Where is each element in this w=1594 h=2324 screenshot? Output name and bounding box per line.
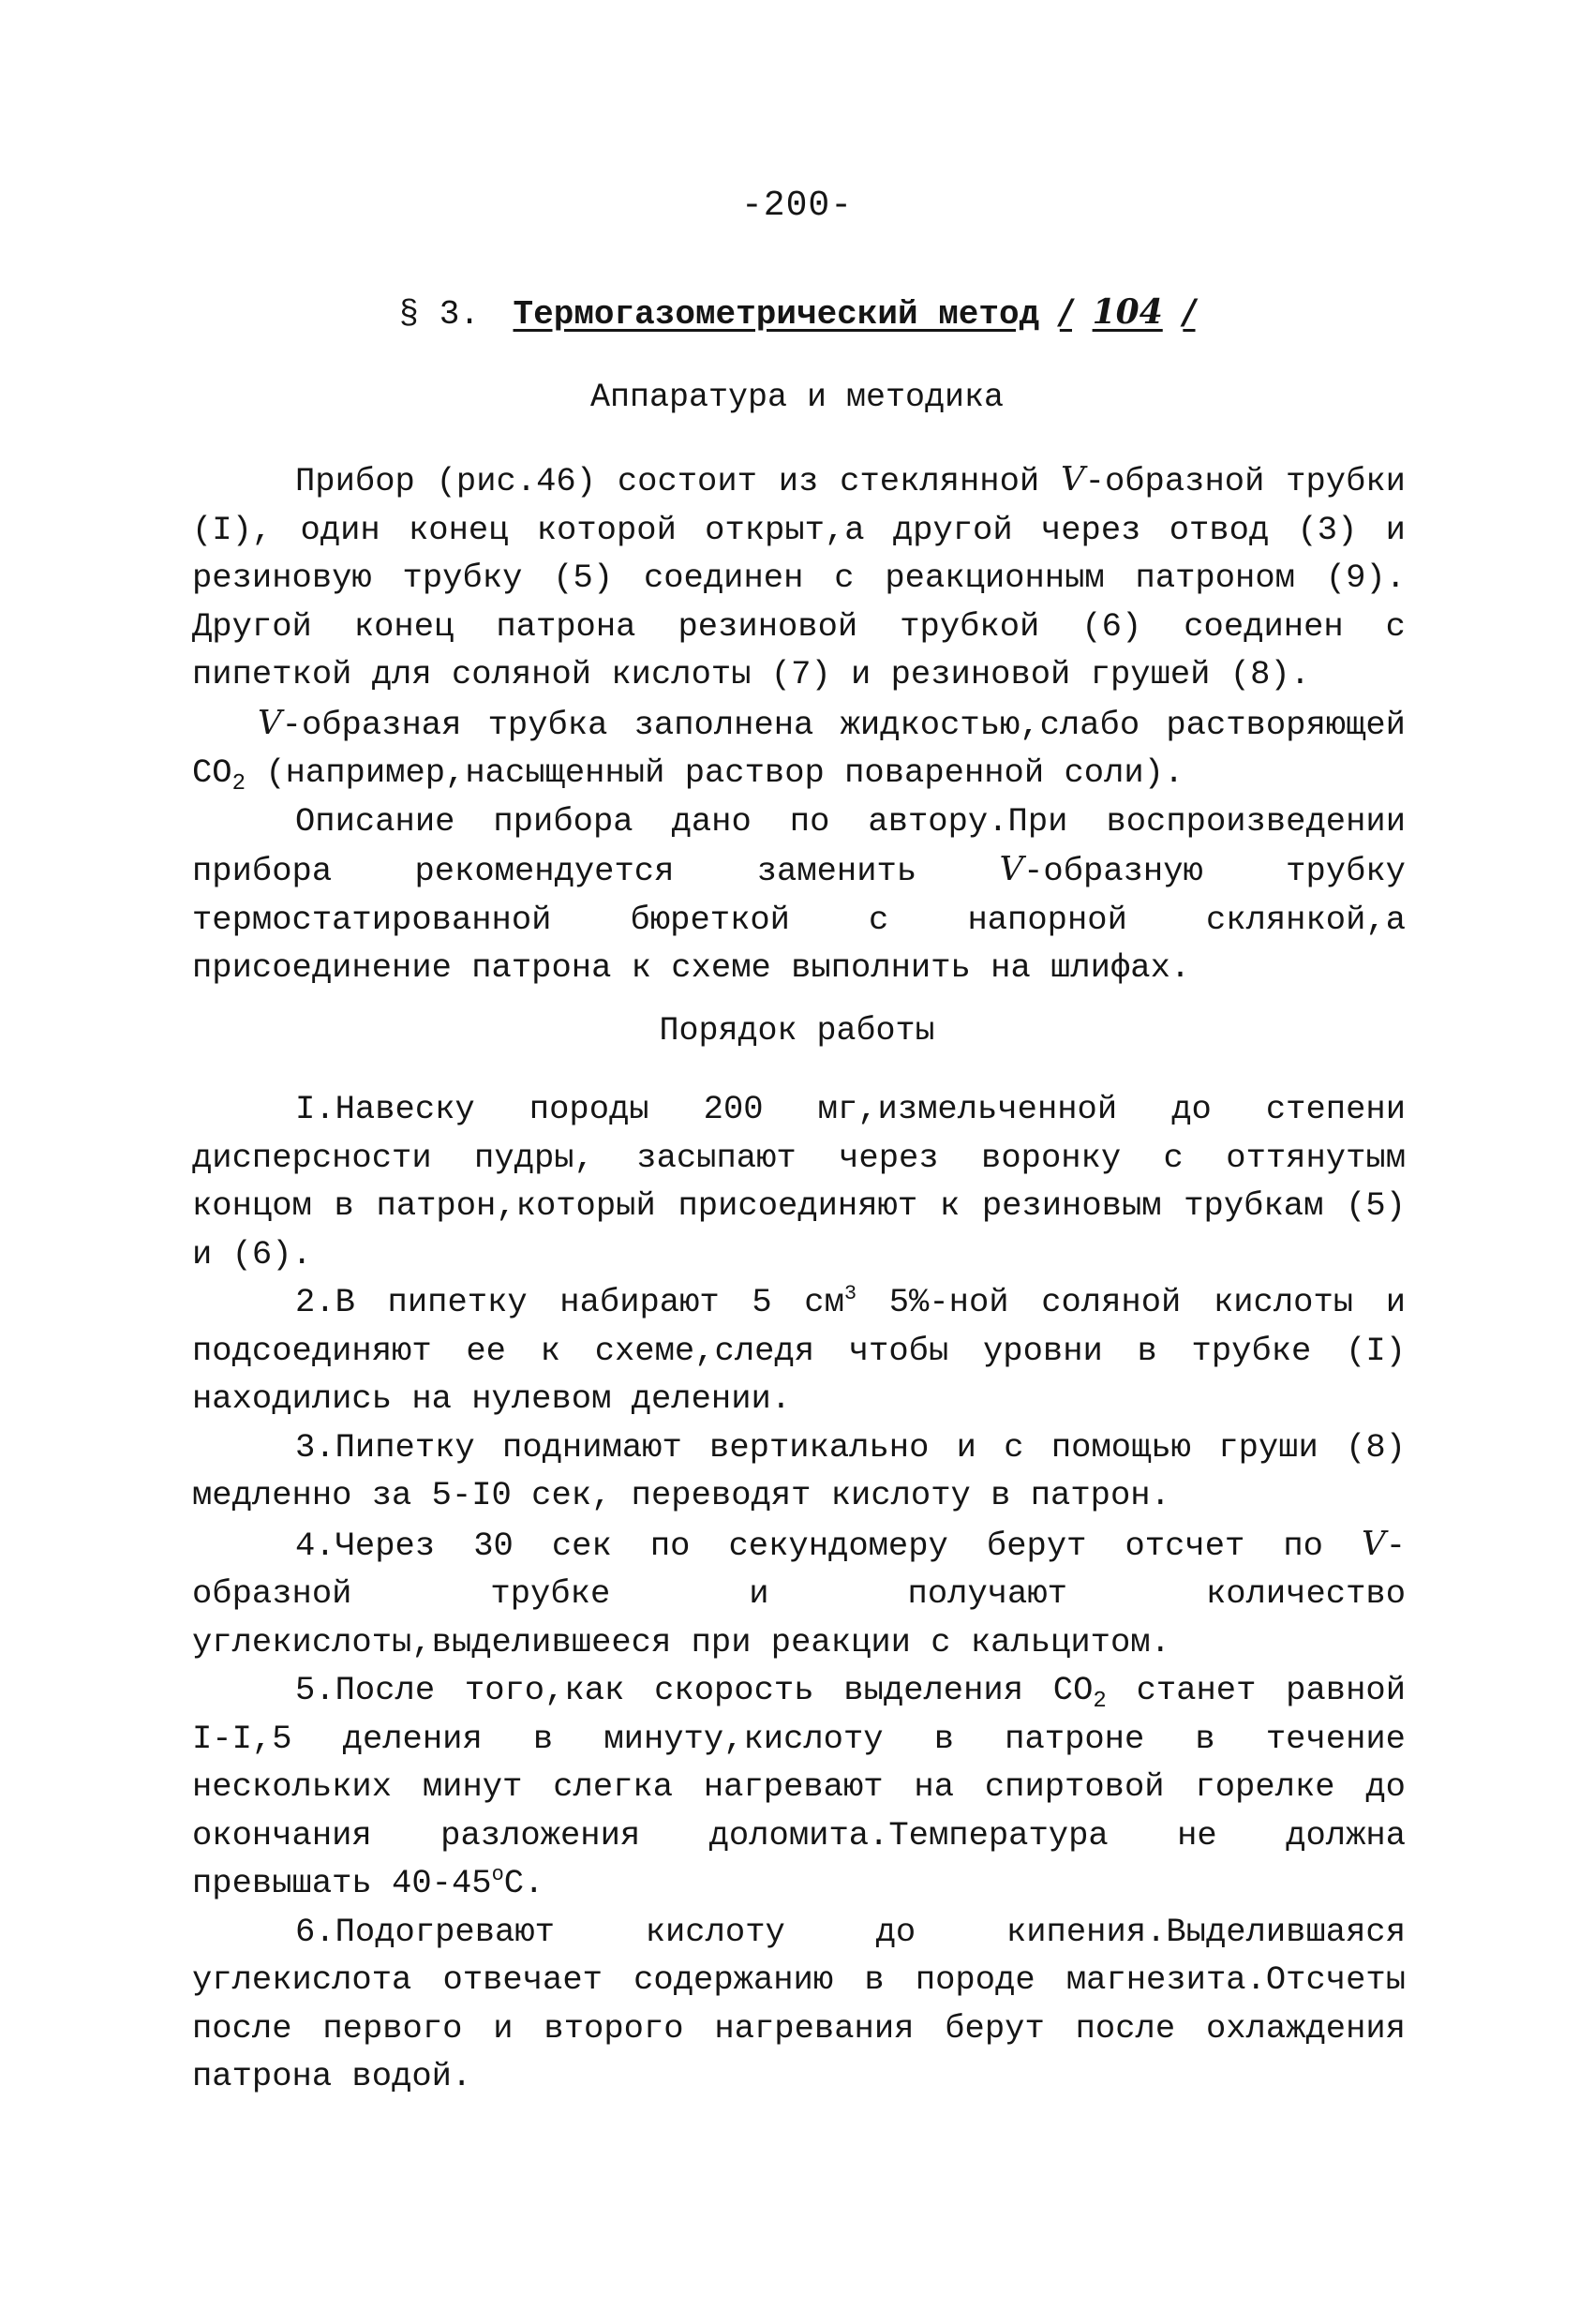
section-ref-close: / bbox=[1183, 292, 1196, 332]
apparatus-paragraph: Прибор (рис.46) состоит из стеклянной V-образной трубки (I), один конец которой открыт,а другой через отвод (3) и резиновую трубку (5) соединен с реакционным патроном (9). Другой конец патрона резиновой трубкой (6) соединен с пипеткой для соляной кислоты (7) и резиновой грушей (8). bbox=[192, 460, 1406, 693]
section-ref-open: / bbox=[1059, 292, 1072, 332]
heading-procedure: Порядок работы bbox=[659, 1012, 935, 1050]
procedure-step: 6.Подогревают кислоту до кипения.Выделившаяся углекислота отвечает содержанию в породе магнезита.Отсчеты после первого и второго нагревания берут после охлаждения патрона водой. bbox=[192, 1912, 1406, 2095]
page-number: -200- bbox=[740, 186, 854, 226]
v-letter: V bbox=[258, 703, 282, 742]
procedure-step: I.Навеску породы 200 мг,измельченной до степени дисперсности пудры, засыпают через воронку с оттянутым концом в патрон,который присоединяют к резиновым трубкам (5) и (6). bbox=[192, 1090, 1406, 1274]
section-title bbox=[0, 292, 1594, 334]
procedure-step: 5.После того,как скорость выделения $CO_2$ станет равной I-I,5 деления в минуту,кислоту в патроне в течение нескольких минут слегка нагревают на спиртовой горелке до окончания разложения доломита.Температура не должна превышать $40-45^оС$. bbox=[192, 1671, 1406, 1902]
procedure-steps bbox=[192, 1085, 1406, 2101]
section-number: § 3. bbox=[398, 295, 480, 334]
section-title-text: Термогазометрический метод bbox=[513, 295, 1040, 334]
procedure-step: 3.Пипетку поднимают вертикально и с помощью груши (8) медленно за 5-I0 сек, переводят кислоту в патрон. bbox=[192, 1427, 1406, 1514]
apparatus-paragraph: V-образная трубка заполнена жидкостью,слабо растворяющей $CO_2$ (например,насыщенный раствор поваренной соли). bbox=[192, 703, 1406, 797]
procedure-step: 2.В пипетку набирают 5 $см^3$ 5%-ной соляной кислоты и подсоединяют ее к схеме,следя чтобы уровни в трубке (I) находились на нулевом делении. bbox=[192, 1282, 1407, 1418]
v-letter: V bbox=[999, 850, 1024, 888]
v-letter: V bbox=[1362, 1524, 1386, 1563]
section-ref-number: 104 bbox=[1092, 292, 1163, 332]
heading-apparatus: Аппаратура и методика bbox=[589, 379, 1005, 416]
procedure-step: 4.Через 30 сек по секундомеру берут отсчет по V-образной трубке и получают количество углекислоты,выделившееся при реакции с кальцитом. bbox=[192, 1524, 1406, 1661]
v-letter: V bbox=[1061, 460, 1085, 499]
apparatus-text bbox=[192, 455, 1406, 992]
apparatus-paragraph: Описание прибора дано по автору.При воспроизведении прибора рекомендуется заменить V-образную трубку термостатированной бюреткой с напорной склянкой,а присоединение патрона к схеме выполнить на шлифах. bbox=[192, 801, 1406, 987]
